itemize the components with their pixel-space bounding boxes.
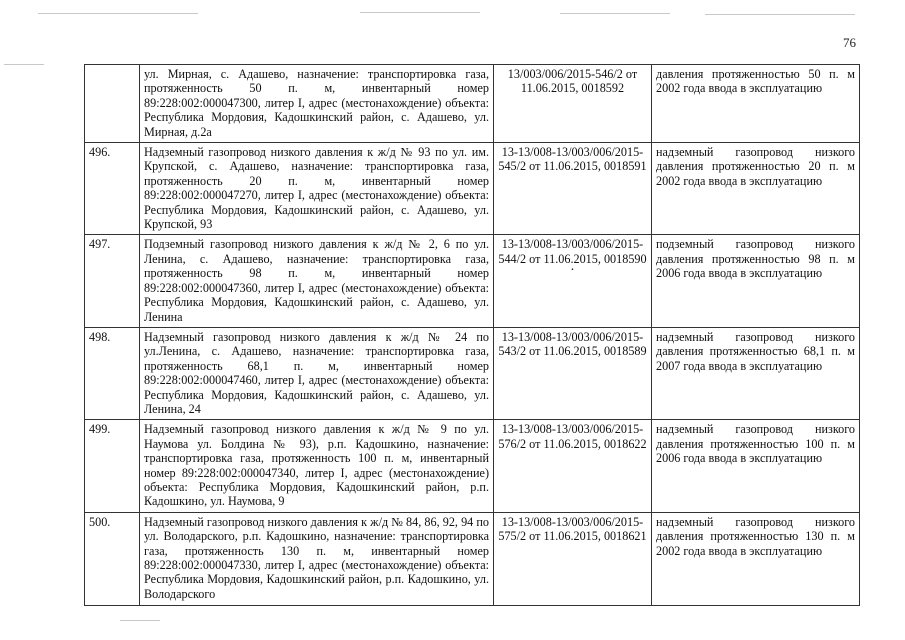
table-row xyxy=(85,327,860,419)
object-description-cell: Надземный газопровод низкого давления к ж/д № 9 по ул. Наумова ул. Болдина № 93), р.п. Кадошкино, назначение: транспортировка газа, протяженность 100 п. м, инвентарный номер 89:228:002:000047340, литер I, адрес (местонахождение) объекта: Республика Мордовия, Кадошкинский район, р.п. Кадошкино, ул. Наумова, 9 xyxy=(140,420,494,512)
characteristics-cell: давления протяженностью 50 п. м 2002 года ввода в эксплуатацию xyxy=(652,65,860,143)
registration-cell: 13-13/008-13/003/006/2015-576/2 от 11.06.2015, 0018622 xyxy=(494,420,652,512)
table-row xyxy=(85,235,860,327)
row-number-cell xyxy=(85,65,140,143)
table-row xyxy=(85,65,860,143)
object-description-cell: ул. Мирная, с. Адашево, назначение: транспортировка газа, протяженность 50 п. м, инвентарный номер 89:228:002:000047300, литер I, адрес (местонахождение) объекта: Республика Мордовия, Кадошкинский район, с. Адашево, ул. Мирная, д.2а xyxy=(140,65,494,143)
registration-cell: 13/003/006/2015-546/2 от 11.06.2015, 0018592 xyxy=(494,65,652,143)
table-row xyxy=(85,420,860,512)
property-registry-table xyxy=(84,64,860,606)
object-description-cell: Надземный газопровод низкого давления к ж/д № 84, 86, 92, 94 по ул. Володарского, р.п. Кадошкино, назначение: транспортировка газа, протяженность 130 п. м, инвентарный номер 89:228:002:000047330, литер I, адрес (местонахождение) объекта: Республика Мордовия, Кадошкинский район, р.п. Кадошкино, ул. Володарского xyxy=(140,512,494,605)
row-number-cell: 496. xyxy=(85,143,140,235)
characteristics-cell: надземный газопровод низкого давления протяженностью 130 п. м 2002 года ввода в эксплуатацию xyxy=(652,512,860,605)
scan-artifact-line xyxy=(705,14,855,15)
characteristics-cell: надземный газопровод низкого давления протяженностью 68,1 п. м 2007 года ввода в эксплуатацию xyxy=(652,327,860,419)
scan-artifact-line xyxy=(560,13,670,14)
characteristics-cell: надземный газопровод низкого давления протяженностью 100 п. м 2006 года ввода в эксплуатацию xyxy=(652,420,860,512)
table-row xyxy=(85,143,860,235)
characteristics-cell: надземный газопровод низкого давления протяженностью 20 п. м 2002 года ввода в эксплуатацию xyxy=(652,143,860,235)
characteristics-cell: подземный газопровод низкого давления протяженностью 98 п. м 2006 года ввода в эксплуатацию xyxy=(652,235,860,327)
scan-artifact-line xyxy=(360,12,480,13)
row-number-cell: 500. xyxy=(85,512,140,605)
object-description-cell: Подземный газопровод низкого давления к ж/д № 2, 6 по ул. Ленина, с. Адашево, назначение: транспортировка газа, протяженность 98 п. м, инвентарный номер 89:228:002:000047360, литер I, адрес (местонахождение) объекта: Республика Мордовия, Кадошкинский район, с. Адашево, ул. Ленина xyxy=(140,235,494,327)
registration-cell: 13-13/008-13/003/006/2015-543/2 от 11.06.2015, 0018589 xyxy=(494,327,652,419)
scan-artifact-line xyxy=(4,64,44,65)
dot-mark-icon: · xyxy=(570,263,575,279)
table-row xyxy=(85,512,860,605)
scan-artifact-line xyxy=(38,13,198,14)
registration-cell: 13-13/008-13/003/006/2015-575/2 от 11.06.2015, 0018621 xyxy=(494,512,652,605)
registration-cell: 13-13/008-13/003/006/2015-545/2 от 11.06.2015, 0018591 xyxy=(494,143,652,235)
object-description-cell: Надземный газопровод низкого давления к ж/д № 93 по ул. им. Крупской, с. Адашево, назначение: транспортировка газа, протяженность 20 п. м, инвентарный номер 89:228:002:000047270, литер I, адрес (местонахождение) объекта: Республика Мордовия, Кадошкинский район, с. Адашево, ул. Крупской, 93 xyxy=(140,143,494,235)
page-number: 76 xyxy=(843,35,856,50)
object-description-cell: Надземный газопровод низкого давления к ж/д № 24 по ул.Ленина, с. Адашево, назначение: транспортировка газа, протяженность 68,1 п. м, инвентарный номер 89:228:002:000047460, литер I, адрес (местонахождение) объекта: Республика Мордовия, Кадошкинский район, с. Адашево, ул. Ленина, 24 xyxy=(140,327,494,419)
row-number-cell: 499. xyxy=(85,420,140,512)
registration-text: 13-13/008-13/003/006/2015-544/2 от 11.06.2015, 0018590 xyxy=(498,237,647,266)
row-number-cell: 498. xyxy=(85,327,140,419)
scan-artifact-line xyxy=(120,620,160,621)
row-number-cell: 497. xyxy=(85,235,140,327)
registration-cell xyxy=(494,235,652,327)
